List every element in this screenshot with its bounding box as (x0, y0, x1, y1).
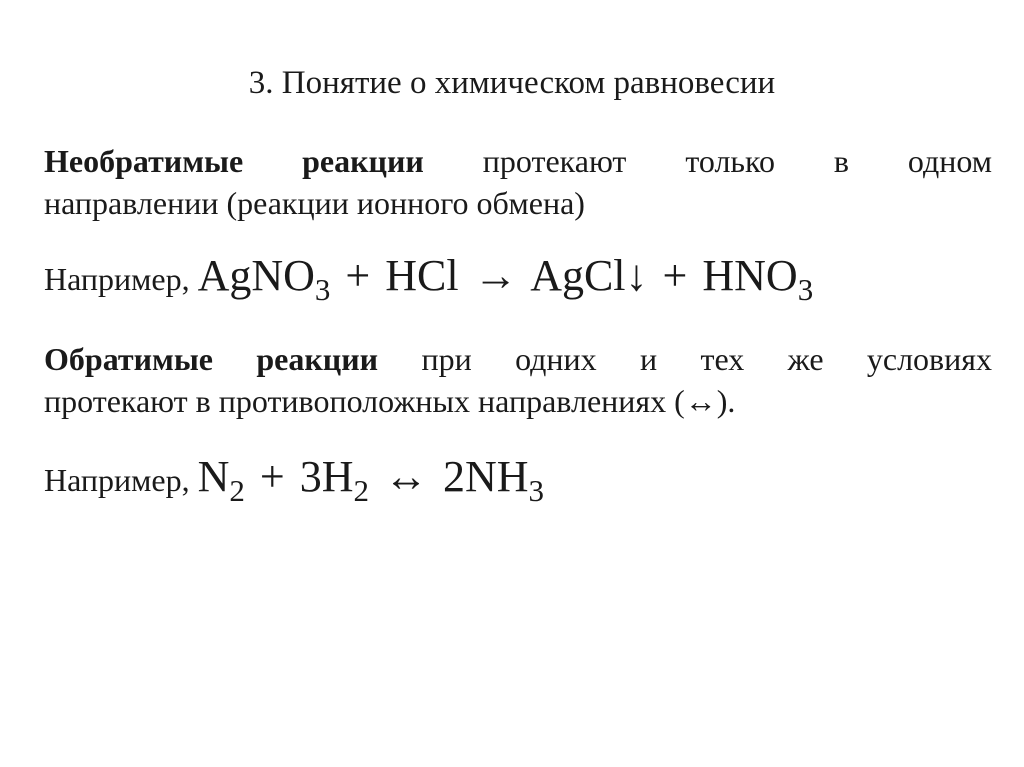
irreversible-term: Необратимые реакции (44, 143, 424, 179)
reversible-line-1 (44, 338, 992, 380)
irreversible-line-2: направлении (реакции ионного обмена) (44, 185, 585, 221)
formula-agcl: AgCl↓ (530, 251, 648, 300)
plus-sign: + (345, 251, 371, 300)
reversible-definition (44, 338, 992, 422)
formula-2nh3: $2NH_3$ (442, 452, 545, 508)
formula-hcl: HCl (385, 251, 459, 300)
slide-title: 3. Понятие о химическом равновесии (248, 65, 776, 101)
irreversible-line-1 (44, 140, 992, 182)
plus-sign: + (662, 251, 688, 300)
forward-arrow: → (473, 251, 518, 300)
irreversible-definition (44, 140, 992, 224)
irreversible-line-1-rest: протекают только в одном (423, 143, 993, 179)
example-reversible (44, 451, 545, 508)
reversible-line-2: протекают в противоположных направлениях (↔). (44, 383, 736, 419)
example-irreversible (44, 250, 814, 307)
reversible-arrow: ↔ (383, 452, 428, 501)
reversible-term: Обратимые реакции (44, 341, 379, 377)
formula-agno3: AgNO$_3$ (197, 251, 331, 307)
example-prefix: Например, (44, 462, 190, 498)
reversible-line-1-rest: при одних и тех же условиях (378, 341, 993, 377)
formula-n2: $N_2$ (197, 452, 245, 508)
equation-reversible (197, 452, 545, 508)
formula-hno3: $HNO_3$ (702, 251, 814, 307)
equation-irreversible (197, 251, 814, 307)
formula-3h2: $3H_2$ (299, 452, 369, 508)
example-prefix: Например, (44, 261, 190, 297)
plus-sign: + (259, 452, 285, 501)
